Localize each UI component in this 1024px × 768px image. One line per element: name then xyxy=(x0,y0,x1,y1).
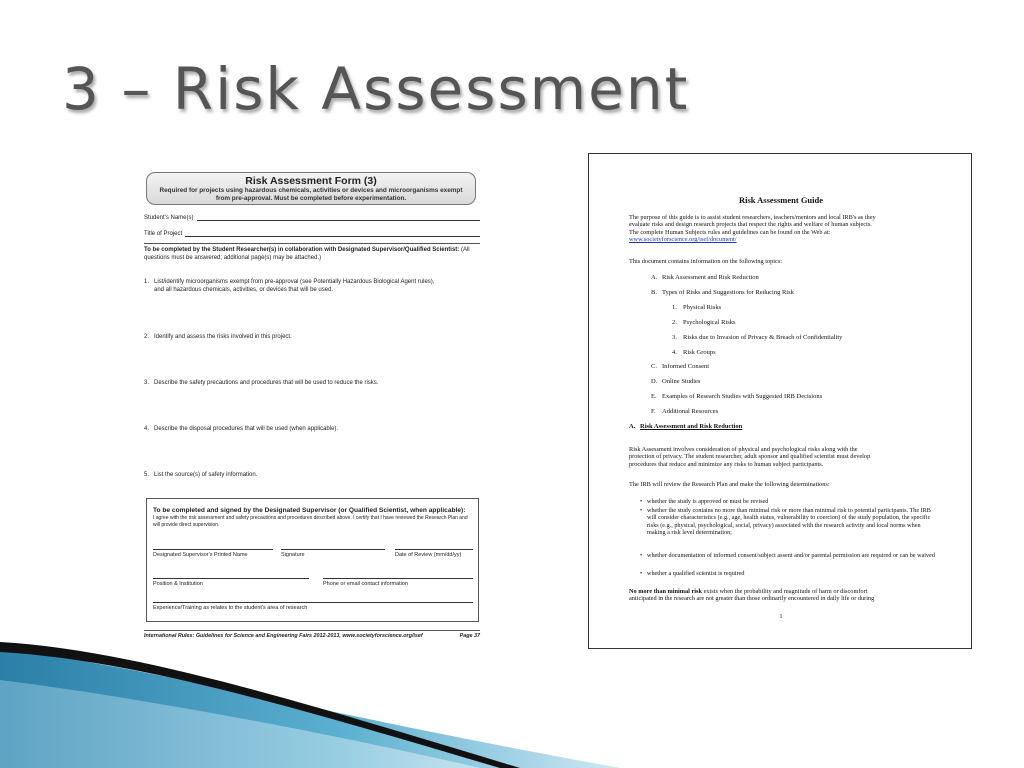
form-subtitle-line-2: from pre-approval. Must be completed before experimentation. xyxy=(215,195,407,202)
paragraph-line: procedures that reduce and minimize any risks to human subject participants. xyxy=(629,460,824,468)
question-text: List/identify microorganisms exempt from pre-approval (see Potentially Hazardous Biological Agent rules), xyxy=(154,279,435,285)
guide-title: Risk Assessment Guide xyxy=(738,195,824,205)
section-a-heading xyxy=(629,423,742,430)
toc-text: Examples of Research Studies with Suggested IRB Decisions xyxy=(662,393,823,400)
toc-marker: A. xyxy=(651,274,658,281)
guide-intro-line: The complete Human Subjects rules and guidelines can be found on the Web at: xyxy=(629,228,831,236)
guide-intro-line: The purpose of this guide is to assist student researchers, teachers/mentors and local IRB's as they xyxy=(629,214,876,221)
question-text: Describe the disposal procedures that will be used (when applicable). xyxy=(154,426,339,432)
date-of-review-field: Date of Review (mm/dd/yy) xyxy=(395,549,473,558)
paragraph-line: anticipated in the research are not greater than those ordinarily encountered in daily life or during xyxy=(629,595,875,603)
toc-text: Risk Assessment and Risk Reduction xyxy=(662,274,759,281)
toc-item-d xyxy=(651,378,700,385)
toc-marker: C. xyxy=(651,363,657,370)
section-a-marker: A. xyxy=(629,423,636,430)
form-subtitle-line-1: Required for projects using hazardous chemicals, activities or devices and microorganisms exempt xyxy=(159,187,463,194)
toc-marker: 2. xyxy=(672,319,677,326)
footer-text: International Rules: Guidelines for Science and Engineering Fairs 2012-2013, www.societyforscience.org/isef xyxy=(144,633,423,639)
question-3 xyxy=(144,379,480,387)
footer-page-number: Page 37 xyxy=(459,633,480,639)
project-title-row xyxy=(144,227,480,237)
question-text-continued: and all hazardous chemicals, activities, or devices that will be used. xyxy=(154,287,334,293)
signature-heading: To be completed and signed by the Designated Supervisor (or Qualified Scientist, when applicable): xyxy=(153,507,466,514)
supervisor-name-field: Designated Supervisor's Printed Name xyxy=(153,549,273,558)
bullet-text: whether the study is approved or must be revised xyxy=(647,498,769,505)
topics-intro: This document contains information on the following topics: xyxy=(629,258,783,265)
supervisor-signature-box xyxy=(146,498,479,622)
risk-assessment-guide-image xyxy=(588,153,972,649)
question-2 xyxy=(144,333,480,341)
student-name-line xyxy=(197,212,481,221)
toc-text: Risk Groups xyxy=(683,349,716,356)
question-number: 3. xyxy=(144,380,150,386)
guide-intro xyxy=(629,214,934,244)
minimal-risk-term: No more than minimal risk xyxy=(629,588,702,595)
question-text: Identify and assess the risks involved in this project. xyxy=(154,334,292,340)
question-5 xyxy=(144,471,480,479)
toc-item-b1 xyxy=(672,304,721,311)
question-text: List the source(s) of safety information. xyxy=(154,472,258,478)
toc-text: Informed Consent xyxy=(662,363,710,370)
question-number: 1. xyxy=(144,279,150,285)
minimal-risk-paragraph xyxy=(629,588,934,603)
risk-assessment-paragraph xyxy=(629,446,934,468)
experience-training-field: Experience/Training as relates to the student's area of research xyxy=(153,602,473,611)
signature-statement: I agree with the risk assessment and safety precautions and procedures described above. I certify that I have reviewed the Research Plan and will provide direct supervision. xyxy=(153,515,468,528)
bullet-text: whether a qualified scientist is required xyxy=(647,570,745,577)
toc-item-a xyxy=(651,274,759,281)
toc-text: Psychological Risks xyxy=(683,319,736,326)
toc-item-b3 xyxy=(672,334,842,341)
paragraph-line: exists when the probability and magnitude of harm or discomfort xyxy=(702,588,868,595)
form-title: Risk Assessment Form (3) xyxy=(245,175,377,187)
determination-bullet: • whether a qualified scientist is required xyxy=(640,570,745,577)
bullet-text: whether documentation of informed consent/subject assent and/or parental permission are required or can be waived xyxy=(647,552,935,559)
toc-item-b4 xyxy=(672,349,716,356)
determination-bullet: • whether the study is approved or must be revised xyxy=(640,498,769,505)
project-title-label: Title of Project xyxy=(144,231,183,237)
bullet-text: whether the study contains no more than minimal risk or more than minimal risk to potential participants. The IRB will consider characteristics (e.g., age, health status, vulnerability to coercion) of the study population, the specific risks (e.g., physical, psychological, social, privacy) associated with the research activity and local norms when making a risk level determination; xyxy=(647,507,931,537)
student-name-label: Student's Name(s) xyxy=(144,215,194,221)
instructions-bold: To be completed by the Student Researcher(s) in collaboration with Designated Supervisor/Qualified Scientist: xyxy=(144,247,460,253)
guide-link[interactable]: www.societyforscience.org/isef/document/ xyxy=(629,236,737,244)
toc-text: Types of Risks and Suggestions for Reducing Risk xyxy=(662,289,794,296)
toc-text: Additional Resources xyxy=(662,408,719,415)
toc-item-e xyxy=(651,393,822,400)
toc-marker: 1. xyxy=(672,304,677,311)
question-number: 4. xyxy=(144,426,150,432)
determination-bullet: • whether the study contains no more than minimal risk or more than minimal risk to potential participants. The IRB will consider characteristics (e.g., age, health status, vulnerability to coercion) of the study population, the specific risks (e.g., physical, psychological, social, privacy) associated with the research activity and local norms when making a risk level determination; xyxy=(640,507,931,537)
contact-info-field: Phone or email contact information xyxy=(323,578,473,587)
guide-intro-line: evaluate risks and design research projects that respect the rights and welfare of human subjects. xyxy=(629,221,872,229)
toc-text: Risks due to Invasion of Privacy & Breach of Confidentiality xyxy=(683,334,843,341)
risk-assessment-form-image xyxy=(144,172,480,639)
toc-marker: B. xyxy=(651,289,657,296)
decorative-swoosh xyxy=(0,620,620,768)
form-instructions xyxy=(144,246,480,262)
toc-marker: 3. xyxy=(672,334,677,341)
form-header xyxy=(146,172,476,205)
toc-marker: D. xyxy=(651,378,658,385)
question-1 xyxy=(144,278,480,294)
toc-marker: F. xyxy=(651,408,656,415)
signature-field: Signature xyxy=(281,549,385,558)
question-4 xyxy=(144,425,480,433)
toc-marker: E. xyxy=(651,393,657,400)
toc-item-b2 xyxy=(672,319,736,326)
guide-page-number: 1 xyxy=(779,614,783,620)
toc-marker: 4. xyxy=(672,349,677,356)
toc-item-f xyxy=(651,408,718,415)
student-name-row xyxy=(144,211,480,221)
toc-item-c xyxy=(651,363,709,370)
paragraph-line: Risk Assessment involves consideration of physical and psychological risks along with the xyxy=(629,446,858,453)
question-text: Describe the safety precautions and procedures that will be used to reduce the risks. xyxy=(154,380,379,386)
irb-review-paragraph: The IRB will review the Research Plan and make the following determinations: xyxy=(629,481,830,488)
question-number: 2. xyxy=(144,334,150,340)
section-a-title: Risk Assessment and Risk Reduction xyxy=(640,423,743,430)
paragraph-line: protection of privacy. The student researcher, adult sponsor and qualified scientist must develop xyxy=(629,453,871,461)
slide-title: 3 – Risk Assessment xyxy=(62,55,690,123)
form-divider xyxy=(144,243,480,244)
instructions-normal: (All questions must be answered; additional page(s) may be attached.) xyxy=(144,247,470,261)
question-number: 5. xyxy=(144,472,150,478)
project-title-line xyxy=(185,228,480,237)
determination-bullet: • whether documentation of informed consent/subject assent and/or parental permission are required or can be waived xyxy=(640,552,935,559)
toc-item-b xyxy=(651,289,794,296)
toc-text: Online Studies xyxy=(662,378,701,385)
position-institution-field: Position & Institution xyxy=(153,578,309,587)
toc-text: Physical Risks xyxy=(683,304,722,311)
